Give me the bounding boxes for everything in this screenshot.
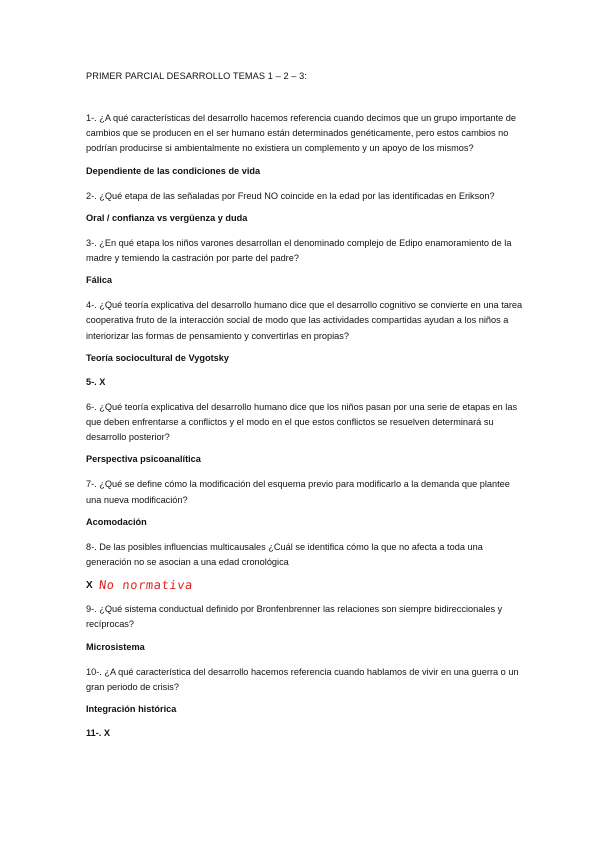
answer-2: Oral / confianza vs vergüenza y duda bbox=[86, 212, 248, 223]
answer-11: 11-. X bbox=[86, 728, 111, 739]
answer-5: 5-. X bbox=[86, 376, 106, 387]
answer-7: Acomodación bbox=[86, 516, 147, 527]
question-10: 10-. ¿A qué característica del desarrollo hacemos referencia cuando hablamos de vivir en una guerra o un gran periodo de crisis? bbox=[86, 666, 519, 692]
question-9: 9-. ¿Qué sistema conductual definido por Bronfenbrenner las relaciones son siempre bidireccionales y recíprocas? bbox=[86, 604, 503, 630]
answer-8-row bbox=[86, 578, 526, 592]
answer-10: Integración histórica bbox=[86, 704, 177, 715]
answer-8-handwritten-note: No normativa bbox=[97, 578, 194, 593]
question-3: 3-. ¿En qué etapa los niños varones desarrollan el denominado complejo de Edipo enamoramiento de la madre y temiendo la castración por parte del padre? bbox=[86, 237, 512, 264]
answer-8-x-mark: X bbox=[86, 579, 93, 591]
document-page bbox=[86, 70, 526, 751]
question-8: 8-. De las posibles influencias multicausales ¿Cuál se identifica cómo la que no afecta a toda una generación no se asocian a una edad cronológica bbox=[86, 541, 483, 568]
answer-4: Teoría sociocultural de Vygotsky bbox=[86, 352, 229, 363]
question-1: 1-. ¿A qué características del desarrollo hacemos referencia cuando decimos que un grupo importante de cambios que se producen en el ser humano están determinados genéticamente, pero estos cambios no podrían producirse si ambientalmente no existiera un complemento y un apoyo de los mismos? bbox=[86, 113, 517, 154]
answer-6: Perspectiva psicoanalítica bbox=[86, 454, 201, 465]
question-2: 2-. ¿Qué etapa de las señaladas por Freud NO coincide en la edad por las identificadas en Erikson? bbox=[86, 190, 495, 201]
question-7: 7-. ¿Qué se define cómo la modificación del esquema previo para modificarlo a la demanda que plantee una nueva modificación? bbox=[86, 479, 510, 505]
answer-3: Fálica bbox=[86, 275, 113, 286]
answer-9: Microsistema bbox=[86, 641, 145, 652]
question-4: 4-. ¿Qué teoría explicativa del desarrollo humano dice que el desarrollo cognitivo se convierte en una tarea cooperativa fruto de la interacción social de modo que las actividades compartidas ayudan a los niños a interiorizar las formas de pensamiento y convertirlas en propias? bbox=[86, 300, 523, 341]
question-6: 6-. ¿Qué teoría explicativa del desarrollo humano dice que los niños pasan por una serie de etapas en las que deben enfrentarse a conflictos y el modo en el que estos conflictos se resuelven determinará su desarrollo posterior? bbox=[86, 401, 518, 443]
answer-1: Dependiente de las condiciones de vida bbox=[86, 165, 261, 176]
document-title: PRIMER PARCIAL DESARROLLO TEMAS 1 – 2 – 3: bbox=[86, 71, 308, 81]
